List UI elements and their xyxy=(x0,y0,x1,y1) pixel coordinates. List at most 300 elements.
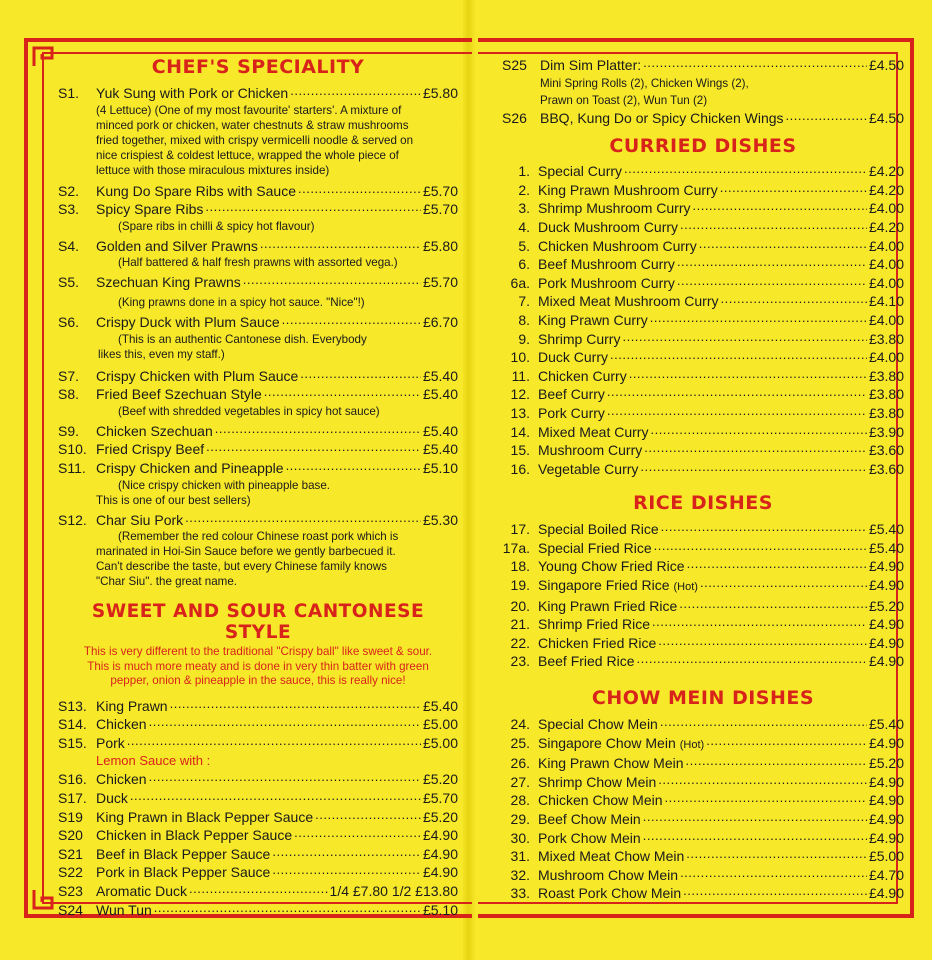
item-name: Shrimp Mushroom Curry xyxy=(538,200,691,217)
dot-leader xyxy=(315,808,421,822)
item-code: 1. xyxy=(518,163,530,180)
sweet-sour-list xyxy=(58,697,458,753)
dot-leader xyxy=(643,829,867,843)
item-code: S7. xyxy=(58,367,80,384)
dot-leader xyxy=(282,313,421,327)
dot-leader xyxy=(154,901,421,915)
dot-leader xyxy=(683,884,867,898)
dot-leader xyxy=(149,770,421,784)
rice-dishes-heading: RICE DISHES xyxy=(633,492,773,515)
item-name: Mushroom Chow Mein xyxy=(538,866,679,883)
dot-leader xyxy=(680,218,867,232)
platter-contents: Prawn on Toast (2), Wun Tun (2) xyxy=(540,93,708,107)
dot-leader xyxy=(661,520,867,534)
menu-item xyxy=(502,754,904,773)
item-code: 30. xyxy=(510,829,530,846)
menu-item xyxy=(502,597,904,616)
menu-item xyxy=(502,884,904,903)
platter-contents: Mini Spring Rolls (2), Chicken Wings (2), xyxy=(540,76,749,90)
item-code: 28. xyxy=(510,792,530,809)
item-name: Chicken xyxy=(96,771,147,788)
menu-item xyxy=(502,773,904,792)
item-price: £5.00 xyxy=(422,716,458,733)
item-price: £5.70 xyxy=(422,274,458,291)
dot-leader xyxy=(607,385,867,399)
dot-leader xyxy=(643,56,867,70)
item-name: Chicken in Black Pepper Sauce xyxy=(96,827,293,844)
item-name: Dim Sim Platter: xyxy=(540,57,642,73)
dot-leader xyxy=(272,863,421,877)
menu-item xyxy=(502,441,904,460)
item-price: £4.90 xyxy=(422,827,458,844)
menu-item-s4 xyxy=(58,237,458,256)
dot-leader xyxy=(243,273,421,287)
menu-item xyxy=(502,385,904,404)
dot-leader xyxy=(677,255,867,269)
item-price: £4.90 xyxy=(868,558,904,575)
item-code: 17. xyxy=(510,521,530,538)
item-code: S10. xyxy=(58,441,87,458)
dot-leader xyxy=(185,511,421,525)
item-name: Mixed Meat Curry xyxy=(538,423,649,440)
menu-item xyxy=(502,274,904,293)
item-price: £4.90 xyxy=(868,577,904,594)
item-code: S14. xyxy=(58,716,87,733)
item-description: "Char Siu". the great name. xyxy=(96,575,237,589)
item-price: £5.40 xyxy=(422,697,458,714)
menu-item-s3 xyxy=(58,200,458,219)
item-price: £4.50 xyxy=(868,109,904,126)
item-name: Yuk Sung with Pork or Chicken xyxy=(96,85,289,101)
menu-item xyxy=(502,652,904,671)
item-description: fried together, mixed with crispy vermicelli noodle & served on xyxy=(96,133,414,147)
dot-leader xyxy=(206,440,421,454)
item-code: S6. xyxy=(58,313,80,330)
item-code: 26. xyxy=(510,755,530,772)
dot-leader xyxy=(640,460,867,474)
item-name: Pork in Black Pepper Sauce xyxy=(96,864,271,881)
dot-leader xyxy=(679,597,867,611)
item-price: £6.70 xyxy=(422,313,458,330)
menu-item xyxy=(502,866,904,885)
item-code: 4. xyxy=(518,218,530,235)
menu-item-s10 xyxy=(58,440,458,459)
menu-item xyxy=(58,770,458,789)
item-name: Pork xyxy=(96,734,125,751)
item-code: S2. xyxy=(58,182,80,199)
item-name: Chicken Curry xyxy=(538,367,627,384)
menu-item xyxy=(502,237,904,256)
item-code: S16. xyxy=(58,771,87,788)
item-code: S15. xyxy=(58,734,87,751)
item-name: Shrimp Curry xyxy=(538,330,621,347)
dot-leader xyxy=(700,576,867,590)
left-menu-panel xyxy=(58,56,458,919)
item-code: S20 xyxy=(58,827,83,844)
item-price: £5.40 xyxy=(868,521,904,538)
lemon-sauce-label: Lemon Sauce with : xyxy=(96,753,211,769)
menu-item xyxy=(502,539,904,558)
item-name: Shrimp Fried Rice xyxy=(538,616,651,633)
menu-item xyxy=(502,734,904,755)
item-price: £5.20 xyxy=(868,755,904,772)
item-code: 17a. xyxy=(502,539,530,556)
item-name: Chicken Fried Rice xyxy=(538,634,657,651)
item-price: £5.40 xyxy=(868,716,904,733)
item-code: 21. xyxy=(510,616,530,633)
dot-leader xyxy=(658,773,867,787)
item-price: £4.20 xyxy=(868,163,904,180)
menu-item xyxy=(58,715,458,734)
menu-item-s11 xyxy=(58,459,458,478)
dot-leader xyxy=(721,292,867,306)
dot-leader xyxy=(699,237,867,251)
item-name: Chicken Szechuan xyxy=(96,422,213,439)
menu-item-s24 xyxy=(58,901,458,920)
item-price: £5.40 xyxy=(868,539,904,556)
item-price: £5.40 xyxy=(422,441,458,458)
rice-list xyxy=(502,520,904,671)
item-price: £4.90 xyxy=(868,653,904,670)
item-price: £5.00 xyxy=(422,734,458,751)
dot-leader xyxy=(680,866,867,880)
menu-item xyxy=(502,162,904,181)
item-name: Chicken Mushroom Curry xyxy=(538,237,697,254)
item-code: S22 xyxy=(58,864,83,881)
menu-item-s7 xyxy=(58,367,458,386)
menu-item-s2 xyxy=(58,182,458,201)
dot-leader xyxy=(298,182,421,196)
item-price: £4.00 xyxy=(868,256,904,273)
item-price: £5.80 xyxy=(422,85,458,101)
menu-item-s6 xyxy=(58,313,458,332)
item-code: 10. xyxy=(510,349,530,366)
dot-leader xyxy=(658,634,867,648)
hot-label: (Hot) xyxy=(673,581,698,594)
item-code: 22. xyxy=(510,634,530,651)
dot-leader xyxy=(643,810,867,824)
item-name: Special Boiled Rice xyxy=(538,521,659,538)
menu-item xyxy=(58,697,458,716)
item-name: Singapore Fried Rice xyxy=(538,577,670,594)
item-price: £3.90 xyxy=(868,423,904,440)
item-code: 3. xyxy=(518,200,530,217)
item-description: (Beef with shredded vegetables in spicy hot sauce) xyxy=(118,404,380,418)
menu-item xyxy=(502,218,904,237)
item-price: £4.20 xyxy=(868,181,904,198)
item-price: £5.30 xyxy=(422,511,458,528)
item-price: £4.90 xyxy=(422,845,458,862)
dot-leader xyxy=(692,199,866,213)
item-code: S9. xyxy=(58,422,80,439)
menu-item xyxy=(58,826,458,845)
item-description: (Half battered & half fresh prawns with assorted vega.) xyxy=(118,256,398,270)
item-description: (Remember the red colour Chinese roast pork which is xyxy=(118,530,399,544)
item-name: Aromatic Duck xyxy=(96,882,188,899)
item-name: Duck Curry xyxy=(538,349,609,366)
dot-leader xyxy=(264,385,421,399)
item-name: Beef Chow Mein xyxy=(538,811,641,827)
chef-speciality-heading: CHEF'S SPECIALITY xyxy=(151,56,365,78)
menu-item xyxy=(502,847,904,866)
item-price: £5.20 xyxy=(868,597,904,614)
item-code: 31. xyxy=(510,848,530,865)
menu-item xyxy=(58,734,458,753)
item-description: (This is an authentic Cantonese dish. Everybody xyxy=(118,332,367,346)
menu-item xyxy=(502,829,904,848)
menu-item xyxy=(502,615,904,634)
item-code: S5. xyxy=(58,274,80,291)
item-code: S4. xyxy=(58,237,80,254)
item-price: £4.90 xyxy=(868,616,904,633)
item-price: £3.80 xyxy=(868,330,904,347)
item-price: £5.70 xyxy=(422,182,458,199)
item-name: Roast Pork Chow Mein xyxy=(538,885,682,902)
dot-leader xyxy=(215,422,421,436)
item-code: S12. xyxy=(58,511,87,528)
item-name: Chicken Chow Mein xyxy=(538,792,663,809)
item-description: (Nice crispy chicken with pineapple base. xyxy=(118,478,331,492)
menu-item-s26 xyxy=(502,109,904,128)
sweet-sour-note: This is very different to the traditional "Crispy ball" like sweet & sour. xyxy=(83,645,433,659)
dot-leader xyxy=(149,715,421,729)
item-code: S1. xyxy=(58,85,80,101)
item-price: £4.00 xyxy=(868,349,904,366)
item-price: £4.90 xyxy=(868,792,904,809)
item-price: £4.90 xyxy=(868,634,904,651)
item-name: Special Fried Rice xyxy=(538,539,652,556)
item-description: likes this, even my staff.) xyxy=(98,347,225,361)
item-code: 18. xyxy=(510,558,530,575)
dot-leader xyxy=(622,330,866,344)
item-price: £3.80 xyxy=(868,386,904,403)
item-name: King Prawn Fried Rice xyxy=(538,597,678,614)
item-price: £5.40 xyxy=(422,386,458,403)
dot-leader xyxy=(290,84,421,98)
menu-item-s9 xyxy=(58,422,458,441)
item-name: Young Chow Fried Rice xyxy=(538,558,685,575)
item-code: S24 xyxy=(58,901,83,918)
item-name: King Prawn xyxy=(96,697,168,714)
dot-leader xyxy=(687,557,867,571)
item-name: Mushroom Curry xyxy=(538,442,643,459)
dot-leader xyxy=(610,348,867,362)
dot-leader xyxy=(272,845,421,859)
item-name: BBQ, Kung Do or Spicy Chicken Wings xyxy=(540,109,784,126)
dot-leader xyxy=(300,367,421,381)
item-name: Beef Mushroom Curry xyxy=(538,256,675,273)
sweet-sour-note: pepper, onion & pineapple in the sauce, this is really nice! xyxy=(110,674,406,688)
item-description: nice crispiest & coldest lettuce, wrapped the whole piece of xyxy=(96,148,399,162)
dot-leader xyxy=(650,311,867,325)
item-name: Singapore Chow Mein xyxy=(538,734,676,751)
item-name: Mixed Meat Mushroom Curry xyxy=(538,293,719,310)
item-code: 9. xyxy=(518,330,530,347)
item-name: Pork Curry xyxy=(538,404,605,421)
item-code: S8. xyxy=(58,386,80,403)
item-price: £3.60 xyxy=(868,460,904,477)
item-code: S3. xyxy=(58,201,80,218)
dot-leader xyxy=(624,162,867,176)
dot-leader xyxy=(686,754,867,768)
item-code: S19 xyxy=(58,808,83,825)
item-name: Duck Mushroom Curry xyxy=(538,218,679,235)
item-price: £5.10 xyxy=(422,901,458,918)
item-price: £3.80 xyxy=(868,404,904,421)
item-code: 13. xyxy=(510,404,530,421)
menu-item xyxy=(502,292,904,311)
item-code: 20. xyxy=(510,597,530,614)
item-price: £4.50 xyxy=(868,57,904,73)
item-price: £5.20 xyxy=(422,771,458,788)
menu-item xyxy=(502,255,904,274)
item-code: S17. xyxy=(58,790,87,806)
menu-item xyxy=(502,557,904,576)
menu-item xyxy=(502,404,904,423)
menu-item-s1 xyxy=(58,84,458,103)
item-name: Kung Do Spare Ribs with Sauce xyxy=(96,182,296,199)
menu-item xyxy=(502,810,904,829)
item-description: minced pork or chicken, water chestnuts & straw mushrooms xyxy=(96,118,409,132)
menu-item xyxy=(58,863,458,882)
item-name: Szechuan King Prawns xyxy=(96,274,241,291)
item-code: S23 xyxy=(58,882,83,899)
item-description: Can't describe the taste, but every Chinese family knows xyxy=(96,560,387,574)
menu-item xyxy=(58,808,458,827)
dot-leader xyxy=(686,847,867,861)
dot-leader xyxy=(706,734,867,748)
item-code: 25. xyxy=(510,734,530,751)
menu-item xyxy=(502,330,904,349)
item-name: Duck xyxy=(96,790,128,806)
chow-mein-list xyxy=(502,715,904,903)
item-description: This is one of our best sellers) xyxy=(96,493,251,507)
item-code: 16. xyxy=(510,460,530,477)
menu-item xyxy=(502,520,904,539)
item-description: marinated in Hoi-Sin Sauce before we gently barbecued it. xyxy=(96,545,396,559)
sweet-sour-heading: SWEET AND SOUR CANTONESE STYLE xyxy=(91,601,425,644)
right-menu-panel xyxy=(502,56,904,903)
item-code: 33. xyxy=(510,885,530,902)
item-name: Pork Chow Mein xyxy=(538,829,641,846)
item-price: £4.00 xyxy=(868,311,904,328)
menu-item xyxy=(502,791,904,810)
dot-leader xyxy=(644,441,867,455)
item-price: £4.20 xyxy=(868,218,904,235)
item-name: King Prawn Chow Mein xyxy=(538,755,684,772)
item-name: Beef Curry xyxy=(538,386,605,403)
dot-leader xyxy=(652,615,867,629)
dot-leader xyxy=(294,826,421,840)
item-description: (King prawns done in a spicy hot sauce. "Nice"!) xyxy=(118,295,365,309)
dot-leader xyxy=(629,367,867,381)
menu-item xyxy=(502,576,904,597)
item-price: £5.10 xyxy=(422,459,458,476)
dot-leader xyxy=(189,882,328,896)
item-price: £5.40 xyxy=(422,367,458,384)
item-name: Beef in Black Pepper Sauce xyxy=(96,845,271,862)
item-name: Fried Beef Szechuan Style xyxy=(96,386,262,403)
item-name: Shrimp Chow Mein xyxy=(538,773,657,790)
item-name: Char Siu Pork xyxy=(96,511,184,528)
item-code: 5. xyxy=(518,237,530,254)
item-price: £4.90 xyxy=(868,829,904,846)
menu-item-s5 xyxy=(58,273,458,292)
item-code: 15. xyxy=(510,442,530,459)
item-name: Special Curry xyxy=(538,163,623,180)
item-code: 27. xyxy=(510,773,530,790)
item-name: Special Chow Mein xyxy=(538,716,658,733)
dot-leader xyxy=(665,791,867,805)
item-description: (4 Lettuce) (One of my most favourite' starters'. A mixture of xyxy=(96,103,402,117)
item-price: £5.70 xyxy=(422,201,458,218)
item-name: King Prawn Curry xyxy=(538,311,648,328)
dot-leader xyxy=(660,715,867,729)
item-code: S25 xyxy=(502,57,527,73)
item-code: 23. xyxy=(510,653,530,670)
item-description: lettuce with those miraculous mixtures inside) xyxy=(96,163,330,177)
curried-dishes-heading: CURRIED DISHES xyxy=(609,135,797,158)
dot-leader xyxy=(786,109,867,123)
dot-leader xyxy=(170,697,421,711)
dot-leader xyxy=(205,200,421,214)
item-code: 8. xyxy=(518,311,530,328)
item-code: 24. xyxy=(510,716,530,733)
hot-label: (Hot) xyxy=(679,738,705,751)
item-name: Wun Tun xyxy=(96,901,152,918)
menu-item xyxy=(502,715,904,734)
item-price: £4.90 xyxy=(868,885,904,902)
item-code: 6. xyxy=(518,256,530,273)
dot-leader xyxy=(650,423,866,437)
item-code: 14. xyxy=(510,423,530,440)
dot-leader xyxy=(654,539,867,553)
dot-leader xyxy=(607,404,867,418)
menu-item-s23 xyxy=(58,882,458,901)
item-price: £3.80 xyxy=(868,367,904,384)
item-price: £5.20 xyxy=(422,808,458,825)
item-price: £4.10 xyxy=(868,293,904,310)
dot-leader xyxy=(130,789,421,803)
item-price: £4.00 xyxy=(868,200,904,217)
dot-leader xyxy=(720,181,867,195)
item-code: 29. xyxy=(510,811,530,827)
lemon-sauce-list xyxy=(58,770,458,882)
item-price: £4.00 xyxy=(868,274,904,291)
item-name: Vegetable Curry xyxy=(538,460,639,477)
item-name: King Prawn in Black Pepper Sauce xyxy=(96,808,314,825)
menu-item xyxy=(502,199,904,218)
menu-item xyxy=(502,181,904,200)
item-code: S21 xyxy=(58,845,83,862)
item-price: £3.60 xyxy=(868,442,904,459)
item-price: 1/4 £7.80 1/2 £13.80 xyxy=(329,882,458,899)
item-price: £4.90 xyxy=(868,811,904,827)
item-code: S11. xyxy=(58,459,86,476)
item-code: 6a. xyxy=(510,274,530,291)
item-code: 19. xyxy=(510,577,530,594)
sweet-sour-note: This is much more meaty and is done in very thin batter with green xyxy=(87,659,429,673)
menu-item xyxy=(58,845,458,864)
menu-item xyxy=(502,311,904,330)
item-price: £4.70 xyxy=(868,866,904,883)
menu-item-s12 xyxy=(58,511,458,530)
item-name: Crispy Duck with Plum Sauce xyxy=(96,313,280,330)
item-name: Crispy Chicken and Pineapple xyxy=(96,459,284,476)
item-code: 2. xyxy=(518,181,530,198)
item-name: Pork Mushroom Curry xyxy=(538,274,675,291)
item-name: Fried Crispy Beef xyxy=(96,441,205,458)
